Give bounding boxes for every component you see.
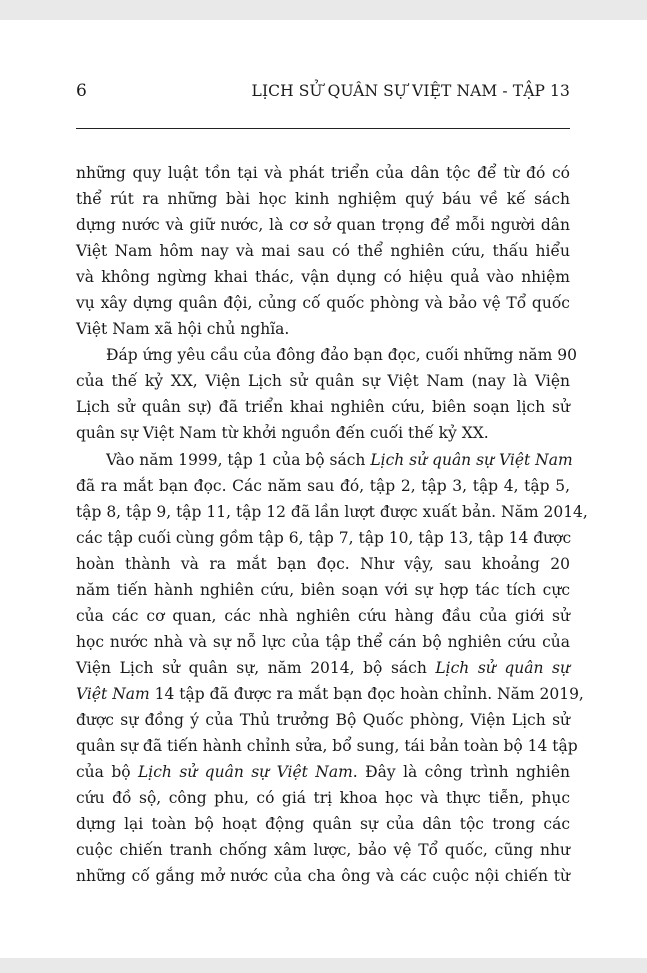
text-span: Vào năm 1999, tập 1 của bộ sách (106, 450, 371, 469)
text-line: Lịch sử quân sự) đã triển khai nghiên cứu, biên soạn lịch sử (76, 398, 570, 417)
body-text (76, 160, 588, 889)
text-line: vụ xây dựng quân đội, củng cố quốc phòng và bảo vệ Tổ quốc (76, 294, 570, 313)
italic-title: Lịch sử quân sự Việt Nam (138, 763, 353, 782)
text-span: . Đây là công trình nghiên (352, 763, 570, 782)
text-line: thể rút ra những bài học kinh nghiệm quý báu về kế sách (76, 190, 570, 209)
text-line: cứu đồ sộ, công phu, có giá trị khoa học và thực tiễn, phục (76, 789, 570, 808)
text-line (76, 447, 573, 473)
text-line: được sự đồng ý của Thủ trưởng Bộ Quốc phòng, Viện Lịch sử (76, 710, 570, 729)
text-line: tập 8, tập 9, tập 11, tập 12 đã lần lượt được xuất bản. Năm 2014, (76, 502, 588, 521)
text-line (76, 655, 570, 681)
text-line: Việt Nam hôm nay và mai sau có thể nghiên cứu, thấu hiểu (76, 242, 570, 261)
text-line: và không ngừng khai thác, vận dụng có hiệu quả vào nhiệm (76, 268, 570, 287)
text-line: những quy luật tồn tại và phát triển của dân tộc để từ đó có (76, 164, 570, 182)
page-number: 6 (76, 81, 87, 101)
text-span: Viện Lịch sử quân sự, năm 2014, bộ sách (76, 658, 436, 677)
italic-title: Việt Nam (76, 684, 150, 703)
text-line: các tập cuối cùng gồm tập 6, tập 7, tập 10, tập 13, tập 14 được (76, 528, 572, 547)
text-line: cuộc chiến tranh chống xâm lược, bảo vệ Tổ quốc, cũng như (76, 841, 570, 860)
text-span: của bộ (76, 763, 138, 782)
text-line: Đáp ứng yêu cầu của đông đảo bạn đọc, cuối những năm 90 (106, 346, 577, 365)
text-line: năm tiến hành nghiên cứu, biên soạn với sự hợp tác tích cực (76, 580, 570, 599)
text-line: học nước nhà và sự nỗ lực của tập thể cán bộ nghiên cứu của (76, 632, 570, 651)
italic-title: Lịch sử quân sự (435, 658, 570, 677)
text-line: quân sự Việt Nam từ khởi nguồn đến cuối thế kỷ XX. (76, 424, 489, 443)
text-line: Việt Nam xã hội chủ nghĩa. (76, 320, 290, 339)
running-title: LỊCH SỬ QUÂN SỰ VIỆT NAM - TẬP 13 (251, 82, 570, 100)
text-line: đã ra mắt bạn đọc. Các năm sau đó, tập 2, tập 3, tập 4, tập 5, (76, 476, 570, 495)
text-line (76, 759, 570, 785)
running-header (76, 80, 570, 129)
text-line: của thế kỷ XX, Viện Lịch sử quân sự Việt Nam (nay là Viện (76, 372, 570, 391)
text-line: dựng nước và giữ nước, là cơ sở quan trọng để mỗi người dân (76, 216, 570, 235)
text-line: những cố gắng mở nước của cha ông và các cuộc nội chiến từ (76, 867, 570, 886)
text-span: 14 tập đã được ra mắt bạn đọc hoàn chỉnh. Năm 2019, (149, 684, 584, 703)
text-line: quân sự đã tiến hành chỉnh sửa, bổ sung, tái bản toàn bộ 14 tập (76, 737, 578, 756)
text-line: của các cơ quan, các nhà nghiên cứu hàng đầu của giới sử (76, 606, 570, 625)
text-line: dựng lại toàn bộ hoạt động quân sự của dân tộc trong các (76, 815, 570, 834)
text-line (76, 681, 584, 707)
text-line: hoàn thành và ra mắt bạn đọc. Như vậy, sau khoảng 20 (76, 554, 570, 573)
italic-title: Lịch sử quân sự Việt Nam (370, 450, 573, 469)
book-page (0, 20, 647, 958)
